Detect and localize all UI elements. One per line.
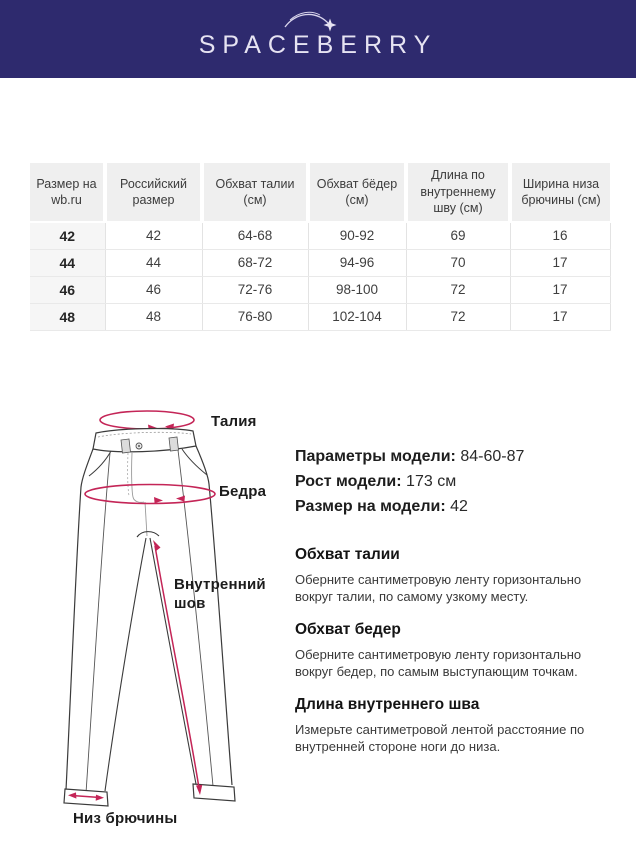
brand-logo: [199, 19, 438, 60]
table-cell: 98-100: [308, 276, 406, 303]
section-inseam-title: Длина внутреннего шва: [295, 696, 480, 713]
model-info-block: [295, 444, 625, 519]
section-hips-text: Оберните сантиметровую ленту горизонтально вокруг бедер, по самым выступающим точкам.: [295, 647, 582, 679]
size-table: [30, 163, 611, 331]
table-cell: 44: [105, 249, 202, 276]
model-height: [295, 469, 625, 494]
brand-logo-text: SPACEBERRY: [198, 30, 438, 59]
table-cell: 72: [406, 276, 510, 303]
header-waist: Обхват талии (см): [202, 163, 308, 222]
section-waist-text: Оберните сантиметровую ленту горизонтально вокруг талии, по самому узкому месту.: [295, 572, 582, 604]
shooting-star-icon: [281, 5, 347, 39]
model-parameters-value: 84-60-87: [460, 448, 525, 465]
model-height-value: 173 см: [406, 473, 457, 490]
table-row: [30, 222, 610, 249]
table-cell: 48: [105, 303, 202, 330]
table-cell: 17: [510, 303, 610, 330]
section-inseam-text: Измерьте сантиметровой лентой расстояние по внутренней стороне ноги до низа.: [295, 722, 585, 754]
pants-measurement-diagram: [50, 390, 285, 840]
model-size-value: 42: [450, 498, 468, 515]
table-cell: 76-80: [202, 303, 308, 330]
section-waist: [295, 546, 620, 605]
table-cell: 48: [30, 303, 105, 330]
header-hips: Обхват бёдер (см): [308, 163, 406, 222]
header-inseam-length: Длина по внутреннему шву (см): [406, 163, 510, 222]
header-hem-width: Ширина низа брючины (см): [510, 163, 610, 222]
table-cell: 70: [406, 249, 510, 276]
waist-label: Талия: [211, 413, 257, 430]
brand-header: [0, 0, 636, 78]
table-cell: 68-72: [202, 249, 308, 276]
table-cell: 42: [105, 222, 202, 249]
size-table-container: [30, 163, 610, 331]
hips-label: Бедра: [219, 483, 267, 500]
section-inseam: [295, 696, 620, 755]
table-cell: 69: [406, 222, 510, 249]
table-cell: 72-76: [202, 276, 308, 303]
table-cell: 17: [510, 249, 610, 276]
table-cell: 42: [30, 222, 105, 249]
model-height-label: Рост модели:: [295, 473, 402, 490]
header-size-wb: Размер на wb.ru: [30, 163, 105, 222]
table-row: [30, 249, 610, 276]
table-cell: 102-104: [308, 303, 406, 330]
section-hips: [295, 621, 620, 680]
inseam-label: Внутренний шов: [174, 576, 266, 612]
table-row: [30, 276, 610, 303]
table-cell: 64-68: [202, 222, 308, 249]
table-cell: 46: [30, 276, 105, 303]
header-size-ru: Российский размер: [105, 163, 202, 222]
table-cell: 94-96: [308, 249, 406, 276]
model-parameters-label: Параметры модели:: [295, 448, 456, 465]
section-hips-title: Обхват бедер: [295, 621, 401, 638]
hem-label: Низ брючины: [73, 810, 178, 827]
model-parameters: [295, 444, 625, 469]
table-cell: 44: [30, 249, 105, 276]
table-cell: 90-92: [308, 222, 406, 249]
table-cell: 16: [510, 222, 610, 249]
table-cell: 46: [105, 276, 202, 303]
table-header-row: [30, 163, 610, 222]
table-cell: 17: [510, 276, 610, 303]
table-cell: 72: [406, 303, 510, 330]
section-waist-title: Обхват талии: [295, 546, 400, 563]
table-row: [30, 303, 610, 330]
model-size-label: Размер на модели:: [295, 498, 446, 515]
model-size: [295, 494, 625, 519]
